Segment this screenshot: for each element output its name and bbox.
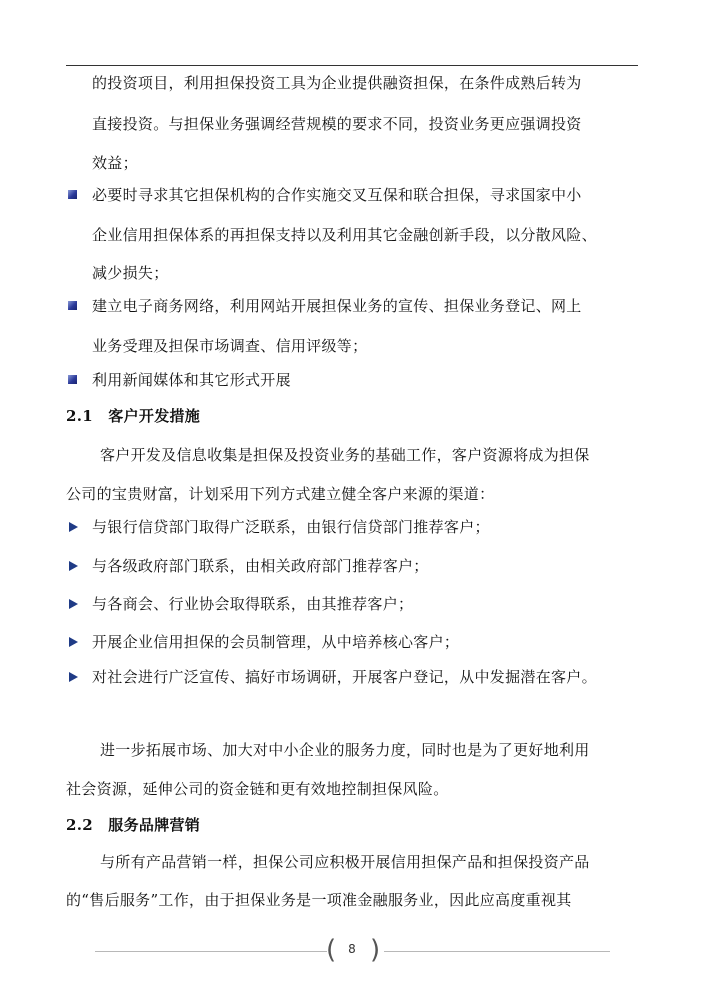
bullet-item-text: 与各商会、行业协会取得联系，由其推荐客户； (92, 595, 414, 613)
triangle-bullet-icon (69, 522, 78, 532)
text-line: 的“售后服务”工作，由于担保业务是一项准金融服务业，因此应高度重视其 (66, 891, 572, 909)
text-line: 效益； (92, 154, 138, 172)
footer-rule-right (384, 951, 610, 952)
bullet-item-text: 建立电子商务网络，利用网站开展担保业务的宣传、担保业务登记、网上 (92, 297, 582, 315)
footer-bracket-left-icon: ( (326, 935, 337, 965)
triangle-bullet-icon (69, 672, 78, 682)
square-bullet-icon (68, 190, 77, 199)
triangle-bullet-icon (69, 599, 78, 609)
bullet-item-text: 利用新闻媒体和其它形式开展 (92, 371, 291, 389)
section-heading: 2.2 服务品牌营销 (66, 816, 201, 834)
text-line: 减少损失； (92, 264, 169, 282)
text-line: 直接投资。与担保业务强调经营规模的要求不同，投资业务更应强调投资 (92, 115, 582, 133)
section-heading: 2.1 客户开发措施 (66, 407, 201, 425)
bullet-item-text: 必要时寻求其它担保机构的合作实施交叉互保和联合担保，寻求国家中小 (92, 186, 582, 204)
triangle-bullet-icon (69, 561, 78, 571)
footer-rule-left (95, 951, 327, 952)
triangle-bullet-icon (69, 637, 78, 647)
bullet-item-text: 对社会进行广泛宣传、搞好市场调研，开展客户登记，从中发掘潜在客户。 (92, 668, 597, 686)
square-bullet-icon (68, 301, 77, 310)
text-line: 进一步拓展市场、加大对中小企业的服务力度，同时也是为了更好地利用 (100, 741, 590, 759)
text-line: 企业信用担保体系的再担保支持以及利用其它金融创新手段，以分散风险、 (92, 226, 597, 244)
text-line: 与所有产品营销一样，担保公司应积极开展信用担保产品和担保投资产品 (100, 853, 590, 871)
bullet-item-text: 与各级政府部门联系，由相关政府部门推荐客户； (92, 557, 429, 575)
square-bullet-icon (68, 375, 77, 384)
footer-bracket-right-icon: ) (370, 935, 381, 965)
text-line: 社会资源，延伸公司的资金链和更有效地控制担保风险。 (66, 780, 449, 798)
bullet-item-text: 开展企业信用担保的会员制管理，从中培养核心客户； (92, 633, 460, 651)
text-line: 客户开发及信息收集是担保及投资业务的基础工作，客户资源将成为担保 (100, 446, 590, 464)
page-number: 8 (348, 942, 356, 956)
text-line: 的投资项目，利用担保投资工具为企业提供融资担保，在条件成熟后转为 (92, 74, 582, 92)
bullet-item-text: 与银行信贷部门取得广泛联系，由银行信贷部门推荐客户； (92, 518, 490, 536)
text-line: 业务受理及担保市场调查、信用评级等； (92, 337, 368, 355)
text-line: 公司的宝贵财富，计划采用下列方式建立健全客户来源的渠道： (66, 485, 495, 503)
